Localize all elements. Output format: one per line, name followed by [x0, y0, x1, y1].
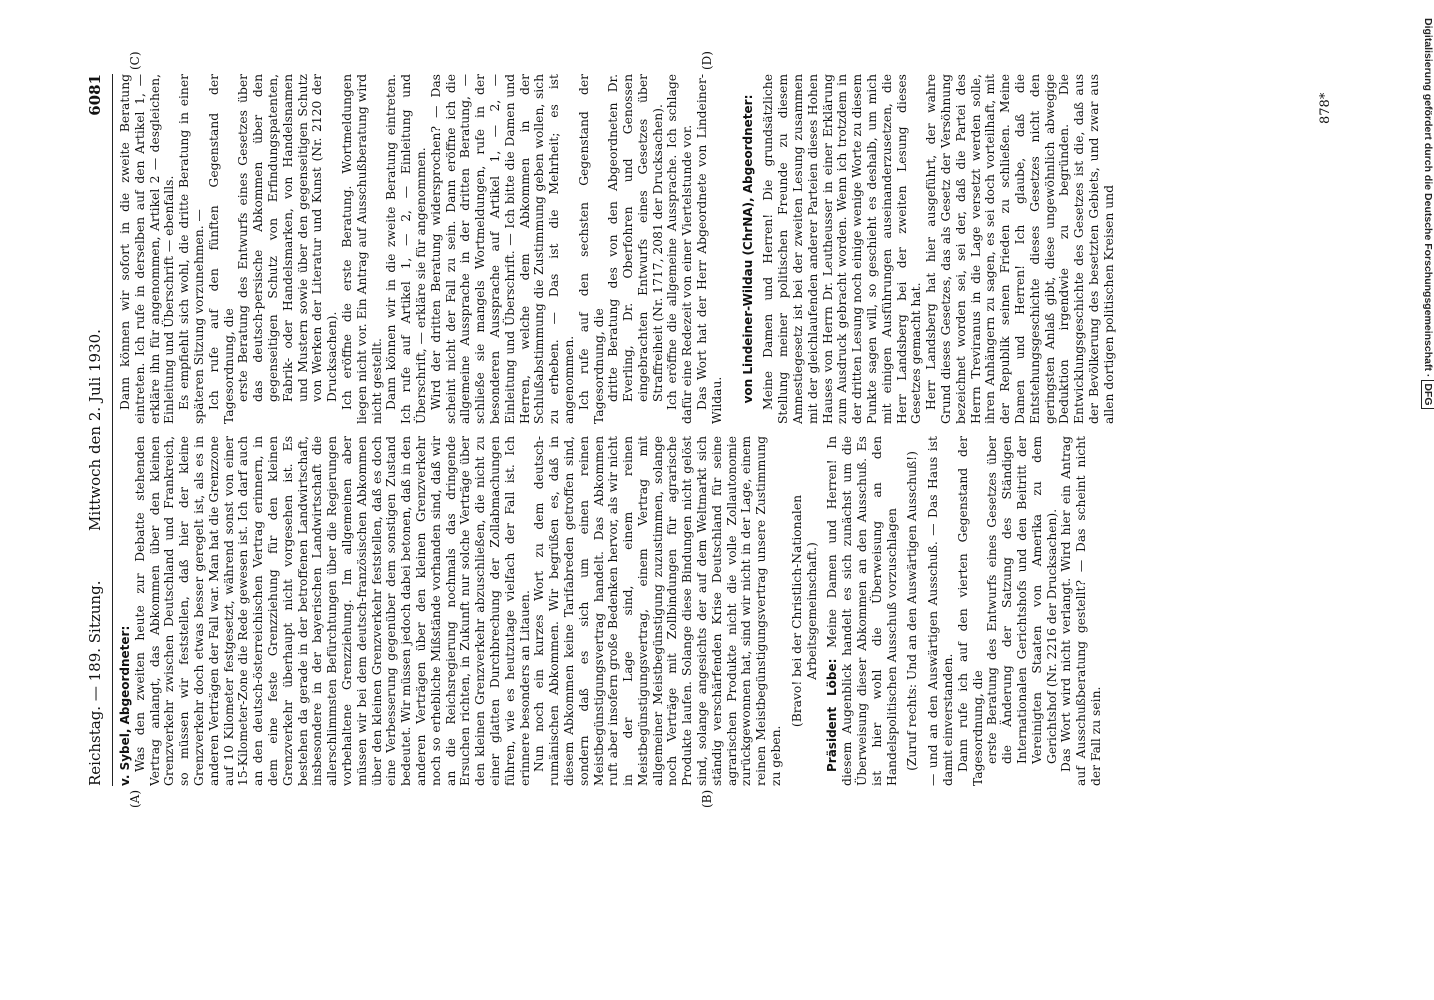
running-header	[86, 74, 110, 786]
paragraph: Ich rufe auf den fünften Gegenstand der Tagesordnung, die	[206, 74, 236, 424]
text-column-right	[118, 74, 1318, 424]
agenda-item: dritte Beratung des von den Abgeordneten Dr. Everling, Dr. Oberfohren und Genossen eingebrachten Entwurfs eines Gesetzes über Straffreiheit (Nr. 1717, 2081 der Drucksachen).	[606, 74, 665, 402]
paragraph: Ich rufe auf den sechsten Gegenstand der Tagesordnung, die	[576, 74, 606, 424]
agenda-item: erste Beratung des Entwurfs eines Gesetzes über das deutsch-persische Abkommen über den gegenseitigen Schutz von Erfindungspatenten, Fabrik- oder Handelsmarken, von Handelsnamen und Mustern sowie über den gegenseitigen Schutz von Werken der Literatur und Kunst (Nr. 2120 der Drucksachen).	[236, 74, 340, 402]
page-number: 6081	[86, 74, 104, 116]
dfg-credit-text: Digitalisierung gefördert durch die Deutsche Forschungsgemeinschaft · DFG	[1422, 18, 1434, 409]
header-left: Reichstag. — 189. Sitzung.	[86, 580, 104, 786]
paragraph: Wird der dritten Beratung widersprochen? — Das scheint nicht der Fall zu sein. Dann eröffne ich die allgemeine Aussprache in der dritten Beratung, — schließe sie mangels Wortmeldungen, rufe in der besonderen Aussprache auf Artikel 1, — 2, — Einleitung und Überschrift. — Ich bitte die Damen und Herren, welche dem Abkommen in der Schlußabstimmung die Zustimmung geben wollen, sich zu erheben. — Das ist die Mehrheit; es ist angenommen.	[428, 74, 576, 424]
paragraph: Herr Landsberg hat hier ausgeführt, der wahre Grund dieses Gesetzes, das als Gesetz der Versöhnung bezeichnet worden sei, sei der, daß die Partei des Herrn Treviranus in die Lage versetzt werden solle, ihren Anhängern zu sagen, es sei doch vorteilhaft, mit der Republik seinen Frieden zu schließen. Meine Damen und Herren! Ich glaube, daß die Entstehungsgeschichte dieses Gesetzes nicht den geringsten Anlaß gibt, diese ungewöhnlich abwegige Deduktion irgendwie zu begründen. Die Entwicklungsgeschichte des Gesetzes ist die, daß aus der Bevölkerung des besetzten Gebiets, und zwar aus allen dortigen politischen Kreisen und	[924, 74, 1116, 424]
paragraph: Nun noch ein kurzes Wort zu dem deutsch-rumänischen Abkommen. Wir begrüßen es, daß in diesem Abkommen keine Tarifabreden getroffen sind, sondern daß es sich um einen reinen Meistbegünstigungsvertrag handelt. Das Abkommen ruft aber insofern große Bedenken hervor, als wir nicht in der Lage sind, einem reinen Meistbegünstigungsvertrag, einem Vertrag mit allgemeiner Meistbegünstigung zuzustimmen, solange noch Verträge mit Zollbindungen für agrarische Produkte laufen. Solange diese Bindungen nicht gelöst sind, solange angesichts der auf dem Weltmarkt sich ständig verschärfenden Krise Deutschland für seine agrarischen Produkte nicht die volle Zollautonomie zurückgewonnen hat, sind wir nicht in der Lage, einem reinen Meistbegünstigungsvertrag unsere Zustimmung zu geben.	[532, 436, 784, 786]
paragraph: Das Wort hat der Herr Abgeordnete von Lindeiner-Wildau.	[695, 74, 724, 424]
margin-marker-b: (B)	[700, 789, 714, 808]
paragraph: — und an den Auswärtigen Ausschuß. — Das Haus ist damit einverstanden.	[926, 436, 956, 786]
header-rule	[112, 74, 113, 786]
paragraph: Ich eröffne die erste Beratung. Wortmeldungen liegen nicht vor. Ein Antrag auf Ausschußberatung wird nicht gestellt.	[339, 74, 384, 424]
speaker-paragraph: Präsident Löbe: Meine Damen und Herren! In diesem Augenblick handelt es sich zunächst um die Überweisung dieser Abkommen an den Ausschuß. Es ist hier wohl die Überweisung an den Handelspolitischen Ausschuß vorzuschlagen	[825, 436, 899, 786]
margin-marker-a: (A)	[128, 789, 142, 808]
agenda-item: erste Beratung des Entwurfs eines Gesetzes über die Änderung der Satzung des Ständigen Internationalen Gerichtshofs und den Beitritt der Vereinigten Staaten von Amerika zu dem Gerichtshof (Nr. 2216 der Drucksachen).	[985, 436, 1059, 764]
paragraph: Dann rufe ich auf den vierten Gegenstand der Tagesordnung, die	[955, 436, 985, 786]
applause-note: (Bravo! bei der Christlich-Nationalen Arbeitsgemeinschaft.)	[789, 494, 819, 728]
signature-mark: 878*	[1318, 92, 1333, 124]
interjection: (Zuruf rechts: Und an den Auswärtigen Ausschuß!)	[905, 451, 920, 771]
paragraph: Das Wort wird nicht verlangt. Wird hier ein Antrag auf Ausschußberatung gestellt? — Das scheint nicht der Fall zu sein.	[1059, 436, 1103, 786]
speaker-line: v. Sybel, Abgeordneter:	[118, 625, 132, 786]
side-credit-strip	[1408, 0, 1434, 1000]
dfg-logo: DFG	[1421, 380, 1434, 408]
text-column-left	[118, 436, 1318, 786]
speaker-line: von Lindeiner-Wildau (ChrNA), Abgeordneter:	[740, 94, 755, 404]
paragraph: Ich eröffne die allgemeine Aussprache. Ich schlage dafür eine Redezeit von einer Viertelstunde vor.	[665, 74, 695, 424]
margin-marker-d: (D)	[700, 51, 714, 70]
paragraph: Es empfiehlt sich wohl, die dritte Beratung in einer späteren Sitzung vorzunehmen. —	[177, 74, 206, 424]
paragraph: Meine Damen und Herren! Die grundsätzliche Stellung meiner politischen Freunde zu diesem Amnestiegesetz ist bei der zweiten Lesung zusammen mit der gleichlaufenden anderer Parteien dieses Hohen Hauses von Herrn Dr. Leutheusser in einer Erklärung zum Ausdruck gebracht worden. Wenn ich trotzdem in der dritten Lesung noch einige wenige Worte zu diesem Punkte sagen will, so geschieht es deshalb, um mich mit einigen Ausführungen auseinanderzusetzen, die Herr Landsberg bei der zweiten Lesung dieses Gesetzes gemacht hat.	[761, 74, 924, 424]
spacer	[725, 74, 735, 424]
margin-marker-c: (C)	[128, 51, 142, 70]
paragraph: Was den zweiten heute zur Debatte stehenden Vertrag anlangt, das Abkommen über den kleinen Grenzverkehr zwischen Deutschland und Frankreich, so müssen wir feststellen, daß hier der kleine Grenzverkehr doch etwas besser geregelt ist, als es in anderen Verträgen der Fall war. Man hat die Grenzzone auf 10 Kilometer festgesetzt, während sonst von einer 15-Kilometer-Zone die Rede gewesen ist. Ich darf auch an den deutsch-österreichischen Vertrag erinnern, in dem eine feste Grenzziehung für den kleinen Grenzverkehr überhaupt nicht vorgesehen ist. Es bestehen da gerade in der betroffenen Landwirtschaft, insbesondere in der bayerischen Landwirtschaft die allerschlimmsten Befürchtungen über die Regierungen vorbehaltene Grenzziehung. Im allgemeinen aber müssen wir bei dem deutsch-französischen Abkommen über den kleinen Grenzverkehr feststellen, daß es doch eine Verbesserung gegenüber dem sonstigen Zustand bedeutet. Wir müssen jedoch dabei betonen, daß in den anderen Verträgen über den kleinen Grenzverkehr noch so erhebliche Mißstände vorhanden sind, daß wir an die Reichsregierung nochmals das dringende Ersuchen richten, in Zukunft nur solche Verträge über den kleinen Grenzverkehr abzuschließen, die nicht zu einer glatten Durchbrechung der Zollabmachungen führen, wie es heutzutage vielfach der Fall ist. Ich erinnere besonders an Litauen.	[132, 436, 532, 786]
paragraph: Dann können wir sofort in die zweite Beratung eintreten. Ich rufe in derselben auf den Artikel 1, — erkläre ihn für angenommen, Artikel 2 — desgleichen, Einleitung und Überschrift — ebenfalls.	[118, 74, 177, 424]
header-date: Mittwoch den 2. Juli 1930.	[86, 329, 104, 531]
paragraph: Dann können wir in die zweite Beratung eintreten. Ich rufe auf Artikel 1, — 2, — Einleitung und Überschrift, — erkläre sie für angenommen.	[384, 74, 428, 424]
